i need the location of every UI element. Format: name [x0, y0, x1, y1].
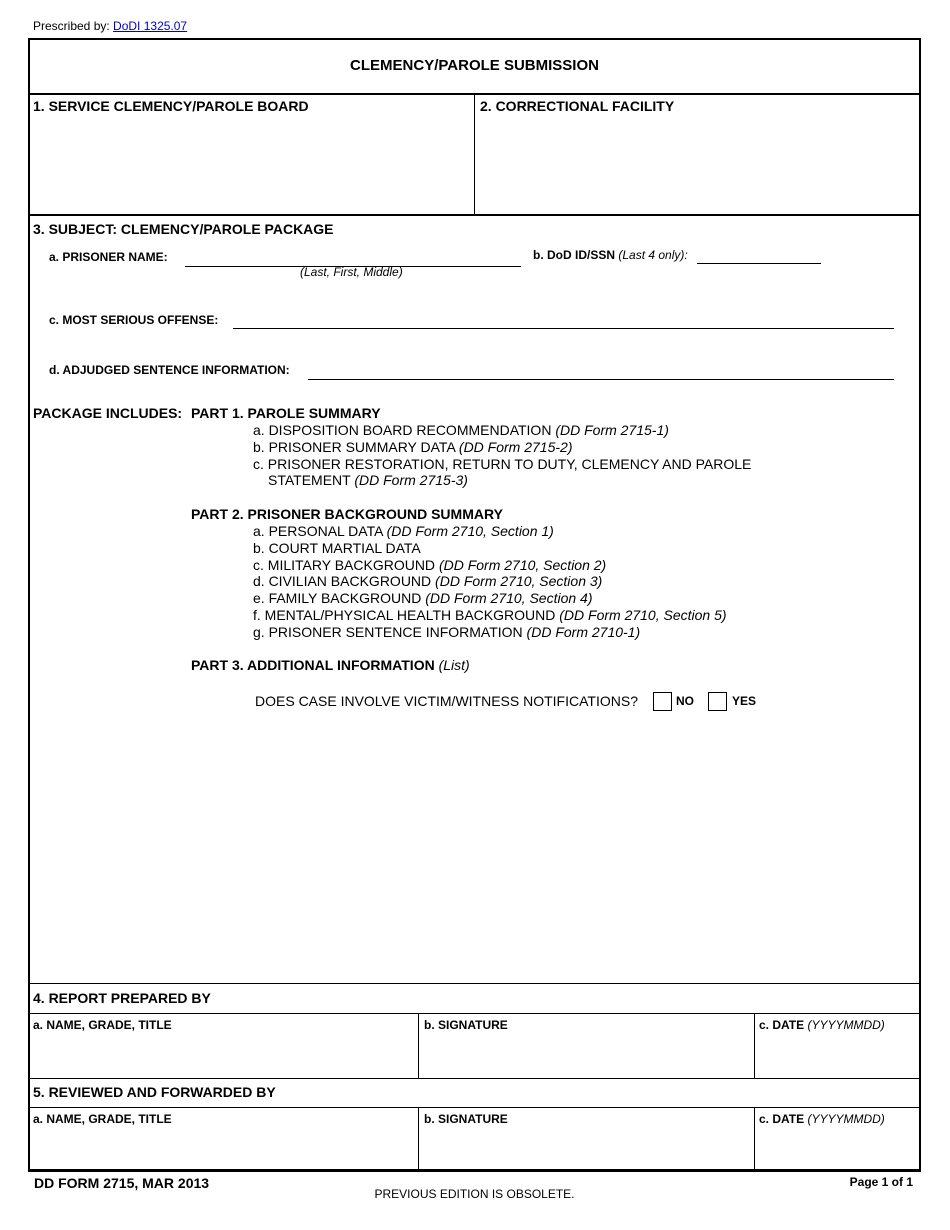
part2-item: d. CIVILIAN BACKGROUND (DD Form 2710, Section 3) — [253, 573, 603, 589]
part3-title — [191, 657, 470, 673]
part1-item: b. PRISONER SUMMARY DATA (DD Form 2715-2) — [253, 439, 573, 455]
part3-title-text: PART 3. ADDITIONAL INFORMATION — [191, 657, 439, 673]
service-board-field[interactable] — [30, 118, 473, 212]
prescribed-by — [33, 19, 187, 33]
block4-signature-field[interactable] — [420, 1034, 752, 1076]
block4-date-label-text: c. DATE — [759, 1018, 808, 1032]
part2-item: f. MENTAL/PHYSICAL HEALTH BACKGROUND (DD Form 2710, Section 5) — [253, 607, 727, 623]
obsolete-notice: PREVIOUS EDITION IS OBSOLETE. — [374, 1187, 575, 1201]
victim-question: DOES CASE INVOLVE VICTIM/WITNESS NOTIFICATIONS? — [255, 693, 638, 709]
offense-label: c. MOST SERIOUS OFFENSE: — [49, 313, 219, 327]
sentence-label: d. ADJUDGED SENTENCE INFORMATION: — [49, 363, 290, 377]
block3-label: 3. SUBJECT: CLEMENCY/PAROLE PACKAGE — [33, 221, 334, 237]
part1-item: STATEMENT (DD Form 2715-3) — [268, 472, 468, 488]
divider-block1-2 — [474, 95, 475, 215]
form-title: CLEMENCY/PAROLE SUBMISSION — [350, 57, 599, 74]
divider-block4-col1 — [418, 1013, 419, 1078]
page-number: Page 1 of 1 — [849, 1175, 913, 1189]
part2-title: PART 2. PRISONER BACKGROUND SUMMARY — [191, 506, 503, 522]
yes-label: YES — [732, 694, 757, 708]
block5-signature-label: b. SIGNATURE — [424, 1112, 508, 1126]
block4-label: 4. REPORT PREPARED BY — [33, 990, 211, 1006]
yes-checkbox[interactable] — [708, 692, 727, 711]
dod-id-field[interactable] — [697, 263, 821, 264]
block4-signature-label: b. SIGNATURE — [424, 1018, 508, 1032]
block5-date-field[interactable] — [756, 1128, 918, 1169]
part2-item: e. FAMILY BACKGROUND (DD Form 2710, Section 4) — [253, 590, 593, 606]
block5-label: 5. REVIEWED AND FORWARDED BY — [33, 1084, 276, 1100]
part1-item: c. PRISONER RESTORATION, RETURN TO DUTY, CLEMENCY AND PAROLE — [253, 456, 752, 472]
prisoner-name-label: a. PRISONER NAME: — [49, 250, 168, 264]
no-label: NO — [676, 694, 694, 708]
additional-info-area[interactable] — [30, 730, 919, 980]
block4-name-label: a. NAME, GRADE, TITLE — [33, 1018, 172, 1032]
part2-item: b. COURT MARTIAL DATA — [253, 540, 421, 556]
block4-date-label — [759, 1018, 885, 1032]
block4-date-hint: (YYYYMMDD) — [807, 1018, 885, 1032]
divider-block5-col1 — [418, 1107, 419, 1171]
block2-label: 2. CORRECTIONAL FACILITY — [480, 98, 675, 114]
block5-name-label: a. NAME, GRADE, TITLE — [33, 1112, 172, 1126]
divider-block3 — [28, 214, 921, 216]
block5-name-field[interactable] — [30, 1128, 416, 1169]
block5-date-hint: (YYYYMMDD) — [807, 1112, 885, 1126]
divider-block5 — [28, 1078, 921, 1079]
dod-id-hint: (Last 4 only): — [618, 248, 688, 262]
correctional-facility-field[interactable] — [477, 118, 917, 212]
block5-signature-field[interactable] — [420, 1128, 752, 1169]
sentence-field[interactable] — [308, 379, 894, 380]
divider-block4 — [28, 983, 921, 984]
dod-id-label-text: b. DoD ID/SSN — [533, 248, 616, 262]
prisoner-name-hint: (Last, First, Middle) — [300, 265, 403, 279]
block4-date-field[interactable] — [756, 1034, 918, 1076]
block1-label: 1. SERVICE CLEMENCY/PAROLE BOARD — [33, 98, 309, 114]
divider-block4-col2 — [754, 1013, 755, 1078]
prescribed-label: Prescribed by: — [33, 19, 110, 33]
block5-date-label — [759, 1112, 885, 1126]
part1-title: PART 1. PAROLE SUMMARY — [191, 405, 381, 421]
dod-id-label — [533, 248, 688, 262]
form-identifier: DD FORM 2715, MAR 2013 — [34, 1175, 210, 1191]
block4-name-field[interactable] — [30, 1034, 416, 1076]
offense-field[interactable] — [233, 328, 894, 329]
part2-item: g. PRISONER SENTENCE INFORMATION (DD Form 2710-1) — [253, 624, 641, 640]
no-checkbox[interactable] — [653, 692, 672, 711]
block5-date-label-text: c. DATE — [759, 1112, 808, 1126]
part3-hint: (List) — [438, 657, 470, 673]
divider-block5-col2 — [754, 1107, 755, 1171]
divider-block4-fields — [28, 1013, 921, 1014]
dodi-link[interactable]: DoDI 1325.07 — [113, 19, 188, 33]
part2-item: c. MILITARY BACKGROUND (DD Form 2710, Section 2) — [253, 557, 607, 573]
divider-block5-fields — [28, 1107, 921, 1108]
part2-item: a. PERSONAL DATA (DD Form 2710, Section 1) — [253, 523, 554, 539]
part1-item: a. DISPOSITION BOARD RECOMMENDATION (DD Form 2715-1) — [253, 422, 669, 438]
package-includes-label: PACKAGE INCLUDES: — [33, 405, 183, 421]
